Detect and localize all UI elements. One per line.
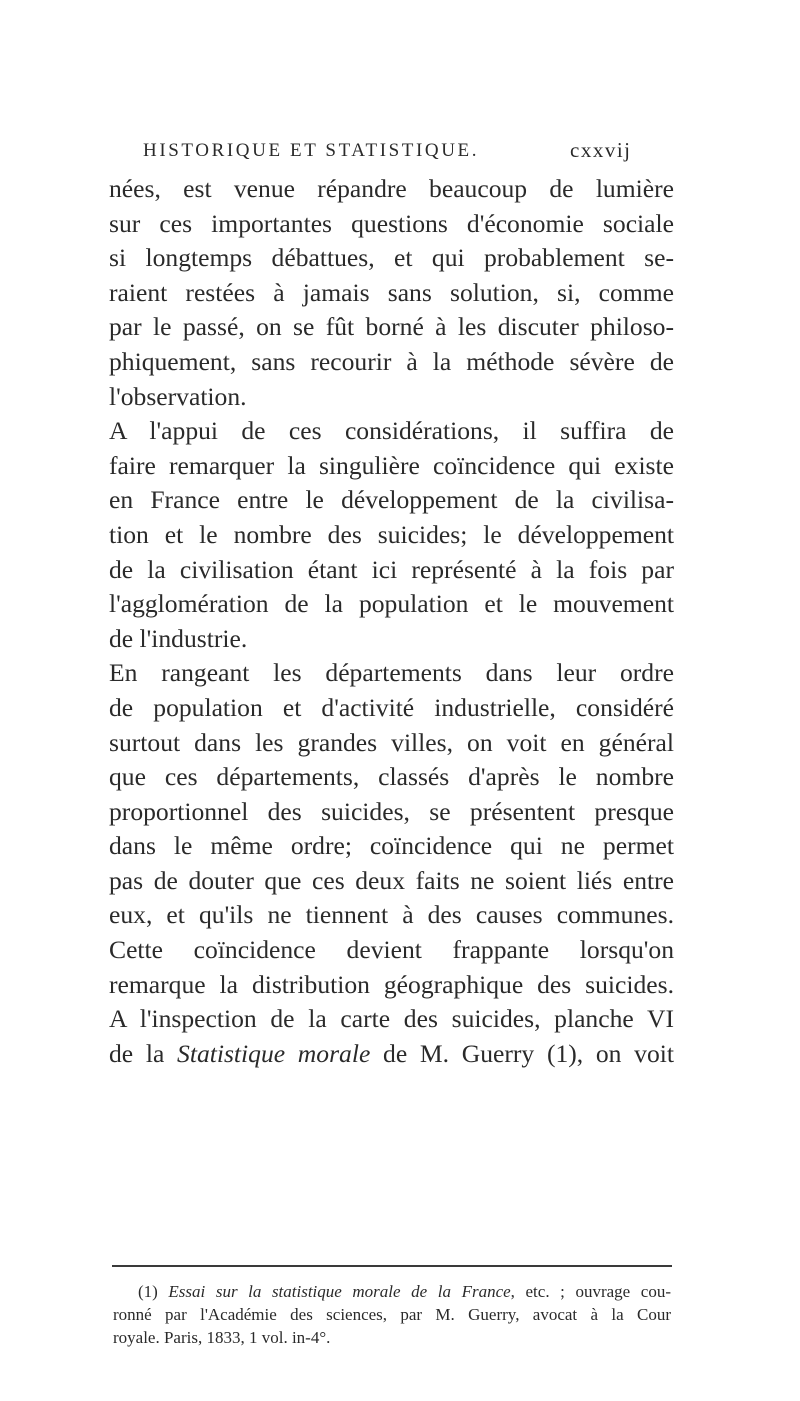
footnote-line xyxy=(138,1280,671,1303)
text-line: pas de douter que ces deux faits ne soient liés entre xyxy=(109,865,674,895)
text-line: par le passé, on se fût borné à les discuter philoso- xyxy=(109,312,674,342)
footnote-title-italic: Essai sur la statistique morale de la France xyxy=(168,1282,511,1301)
text-line: phiquement, sans recourir à la méthode sévère de xyxy=(109,346,674,376)
text-line: En rangeant les départements dans leur ordre xyxy=(109,658,674,688)
text-line: remarque la distribution géographique des suicides. xyxy=(109,969,674,999)
text-line: en France entre le développement de la civilisa- xyxy=(109,485,674,515)
text-line: Cette coïncidence devient frappante lorsqu'on xyxy=(109,935,674,965)
footnote-rule xyxy=(112,1265,672,1267)
text-line: de population et d'activité industrielle, considéré xyxy=(109,692,674,722)
footnote-marker: (1) xyxy=(138,1282,169,1301)
text-line: tion et le nombre des suicides; le développement xyxy=(109,519,674,549)
running-head xyxy=(0,140,800,168)
text-line: eux, et qu'ils ne tiennent à des causes communes. xyxy=(109,900,674,930)
footnote xyxy=(113,1280,671,1349)
text-line: sur ces importantes questions d'économie sociale xyxy=(109,208,674,238)
text-line: A l'inspection de la carte des suicides, planche VI xyxy=(109,1004,674,1034)
text-line: raient restées à jamais sans solution, si, comme xyxy=(109,277,674,307)
body-text xyxy=(109,172,674,1071)
text-line: que ces départements, classés d'après le nombre xyxy=(109,762,674,792)
text-line: surtout dans les grandes villes, on voit en général xyxy=(109,727,674,757)
footnote-line: ronné par l'Académie des sciences, par M. Guerry, avocat à la Cour xyxy=(113,1305,671,1324)
text-line: si longtemps débattues, et qui probablement se- xyxy=(109,243,674,273)
text-line: l'agglomération de la population et le mouvement xyxy=(109,589,674,619)
page-number: cxxvij xyxy=(570,138,632,162)
text-line-with-citation xyxy=(109,1037,674,1072)
text-line: nées, est venue répandre beaucoup de lumière xyxy=(109,174,674,203)
text-line: de l'industrie. xyxy=(109,623,248,653)
text-fragment: de la xyxy=(109,1038,178,1068)
text-line: de la civilisation étant ici représenté à la fois par xyxy=(109,554,674,584)
text-line: A l'appui de ces considérations, il suffira de xyxy=(109,416,674,446)
running-title: HISTORIQUE ET STATISTIQUE. xyxy=(143,140,480,161)
text-line: dans le même ordre; coïncidence qui ne permet xyxy=(109,831,674,861)
text-fragment: de M. Guerry (1), on voit xyxy=(370,1038,674,1068)
text-line: faire remarquer la singulière coïncidence qui existe xyxy=(109,450,674,480)
footnote-fragment: , etc. ; ouvrage cou- xyxy=(510,1282,671,1301)
book-title-italic: Statistique morale xyxy=(177,1038,371,1068)
text-line: proportionnel des suicides, se présentent presque xyxy=(109,796,674,826)
footnote-line: royale. Paris, 1833, 1 vol. in-4°. xyxy=(113,1328,331,1347)
text-line: l'observation. xyxy=(109,381,247,411)
